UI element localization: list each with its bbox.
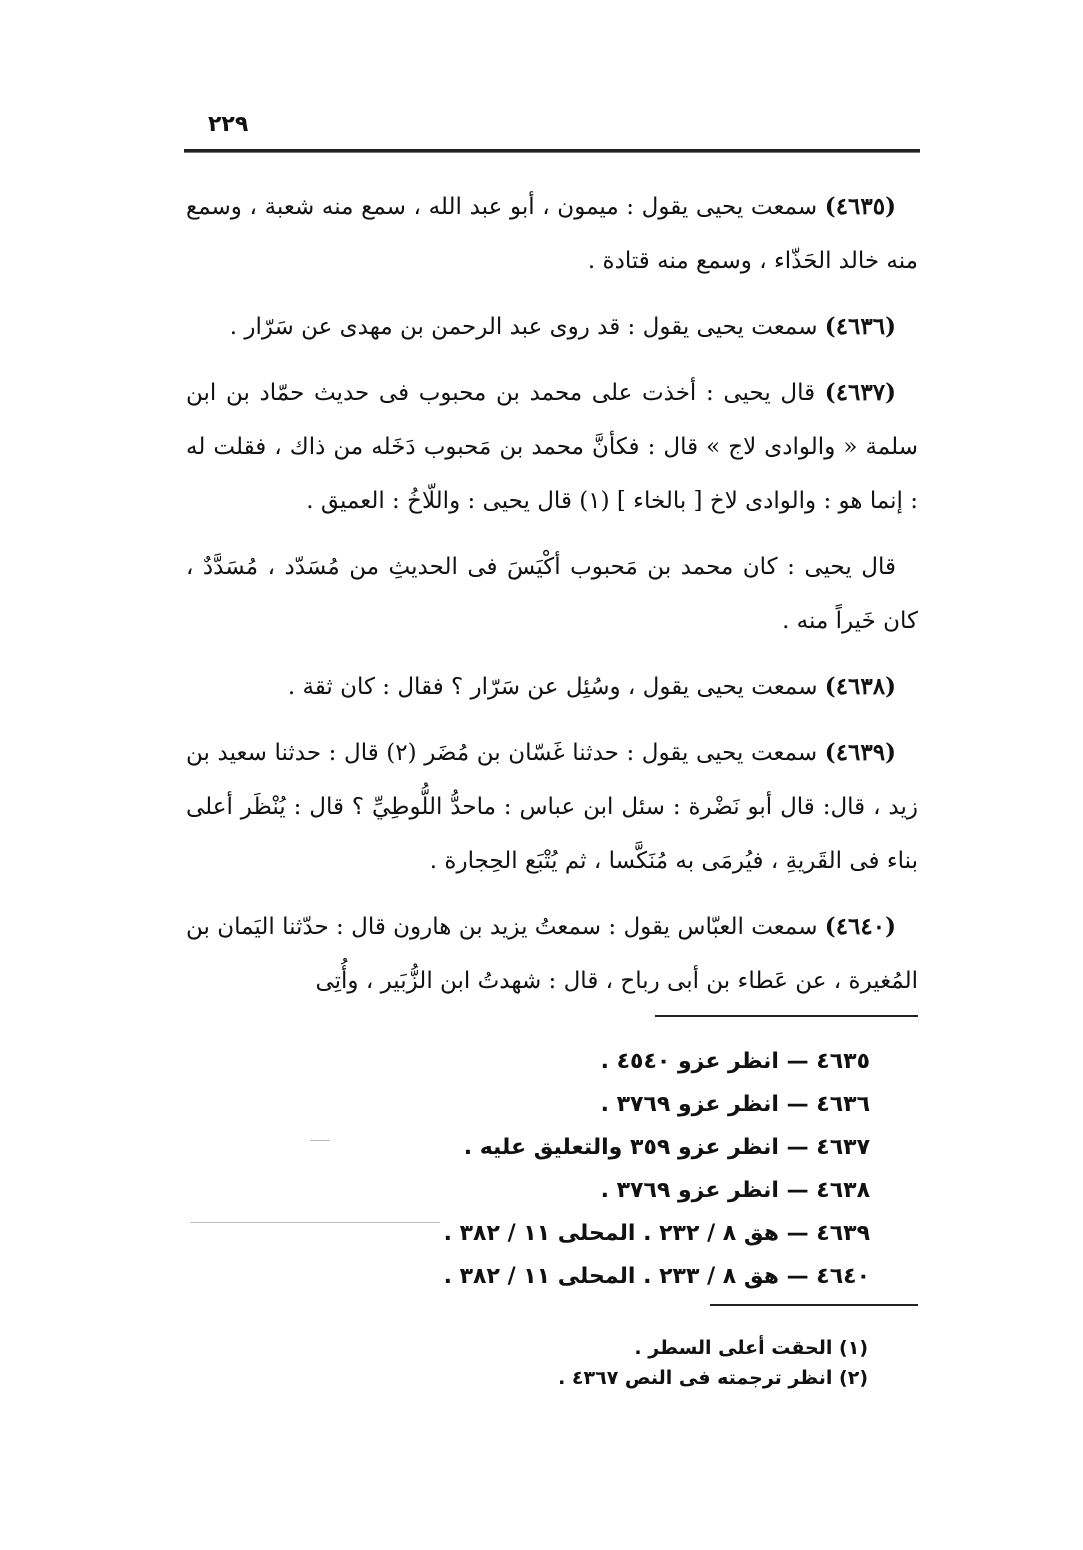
footnote-line: (٢) انظر ترجمته فى النص ٤٣٦٧ . [558, 1367, 868, 1389]
paragraph-number: (٤٦٣٧) [824, 379, 896, 406]
footnote-line: (١) الحقت أعلى السطر . [634, 1337, 868, 1359]
paragraph-4637-continued [186, 540, 918, 648]
paragraph-text: سمعت يحيى يقول : حدثنا غَسّان بن مُضَر (٢) قال : حدثنا سعيد بن زيد ، قال: قال أبو نَضْرة : سئل ابن عباس : ماحدُّ اللُّوطِيِّ ؟ قال : يُنْظَر أعلى بناء فى القَريةِ ، فيُرمَى به مُنَكَّسا ، ثم يُتْبَع الحِجارة . [186, 740, 918, 874]
paragraph-4638 [186, 660, 918, 714]
paragraph-number: (٤٦٣٦) [824, 313, 896, 340]
references-divider [655, 1015, 918, 1017]
scan-artifact [190, 1222, 440, 1223]
paragraph-number: (٤٦٣٥) [824, 193, 896, 220]
paragraph-4640 [186, 900, 918, 1008]
paragraph-4639 [186, 726, 918, 888]
footnotes [500, 1333, 868, 1393]
reference-line: ٤٦٤٠ — هق ٨ / ٢٣٣ . المحلى ١١ / ٣٨٢ . [443, 1264, 870, 1289]
footnote-divider [710, 1304, 918, 1306]
paragraph-4637 [186, 366, 918, 528]
paragraph-text: قال يحيى : كان محمد بن مَحبوب أكْيَسَ فى الحديثِ من مُسَدّد ، مُسَدَّدٌ ، كان خَيراً منه . [186, 554, 918, 634]
reference-line: ٤٦٣٥ — انظر عزو ٤٥٤٠ . [600, 1049, 870, 1074]
reference-line: ٤٦٣٦ — انظر عزو ٣٧٦٩ . [600, 1092, 870, 1117]
paragraph-number: (٤٦٣٨) [824, 673, 896, 700]
paragraph-text: سمعت يحيى يقول : قد روى عبد الرحمن بن مهدى عن سَرّار . [229, 314, 825, 340]
paragraph-text: قال يحيى : أخذت على محمد بن محبوب فى حديث حمّاد بن ابن سلمة « والوادى لاج » قال : فكأنَّ محمد بن مَحبوب دَخَله من ذاك ، فقلت له : إنما هو : والوادى لاخ [ بالخاء ] (١) قال يحيى : واللّاخُ : العميق . [186, 380, 918, 514]
paragraph-text: سمعت يحيى يقول ، وسُئِل عن سَرّار ؟ فقال : كان ثقة . [287, 674, 825, 700]
paragraph-4636 [186, 300, 918, 354]
paragraph-4635 [186, 180, 918, 288]
paragraph-number: (٤٦٣٩) [824, 739, 896, 766]
reference-line: ٤٦٣٩ — هق ٨ / ٢٣٢ . المحلى ١١ / ٣٨٢ . [443, 1221, 870, 1246]
references-list [443, 1040, 870, 1298]
paragraph-text: سمعت يحيى يقول : ميمون ، أبو عبد الله ، سمع منه شعبة ، وسمع منه خالد الحَذّاء ، وسمع منه قتادة . [186, 194, 918, 274]
main-text [186, 180, 918, 1020]
paragraph-number: (٤٦٤٠) [824, 913, 896, 940]
scan-artifact [310, 1140, 330, 1141]
page-number: ٢٢٩ [208, 112, 249, 137]
paragraph-text: سمعت العبّاس يقول : سمعتُ يزيد بن هارون قال : حدّثنا اليَمان بن المُغيرة ، عن عَطاء بن أبى رباح ، قال : شهدتُ ابن الزُّبَير ، وأُتِى [186, 914, 918, 994]
reference-line: ٤٦٣٧ — انظر عزو ٣٥٩ والتعليق عليه . [463, 1135, 870, 1160]
reference-line: ٤٦٣٨ — انظر عزو ٣٧٦٩ . [600, 1178, 870, 1203]
header-rule [184, 149, 920, 153]
